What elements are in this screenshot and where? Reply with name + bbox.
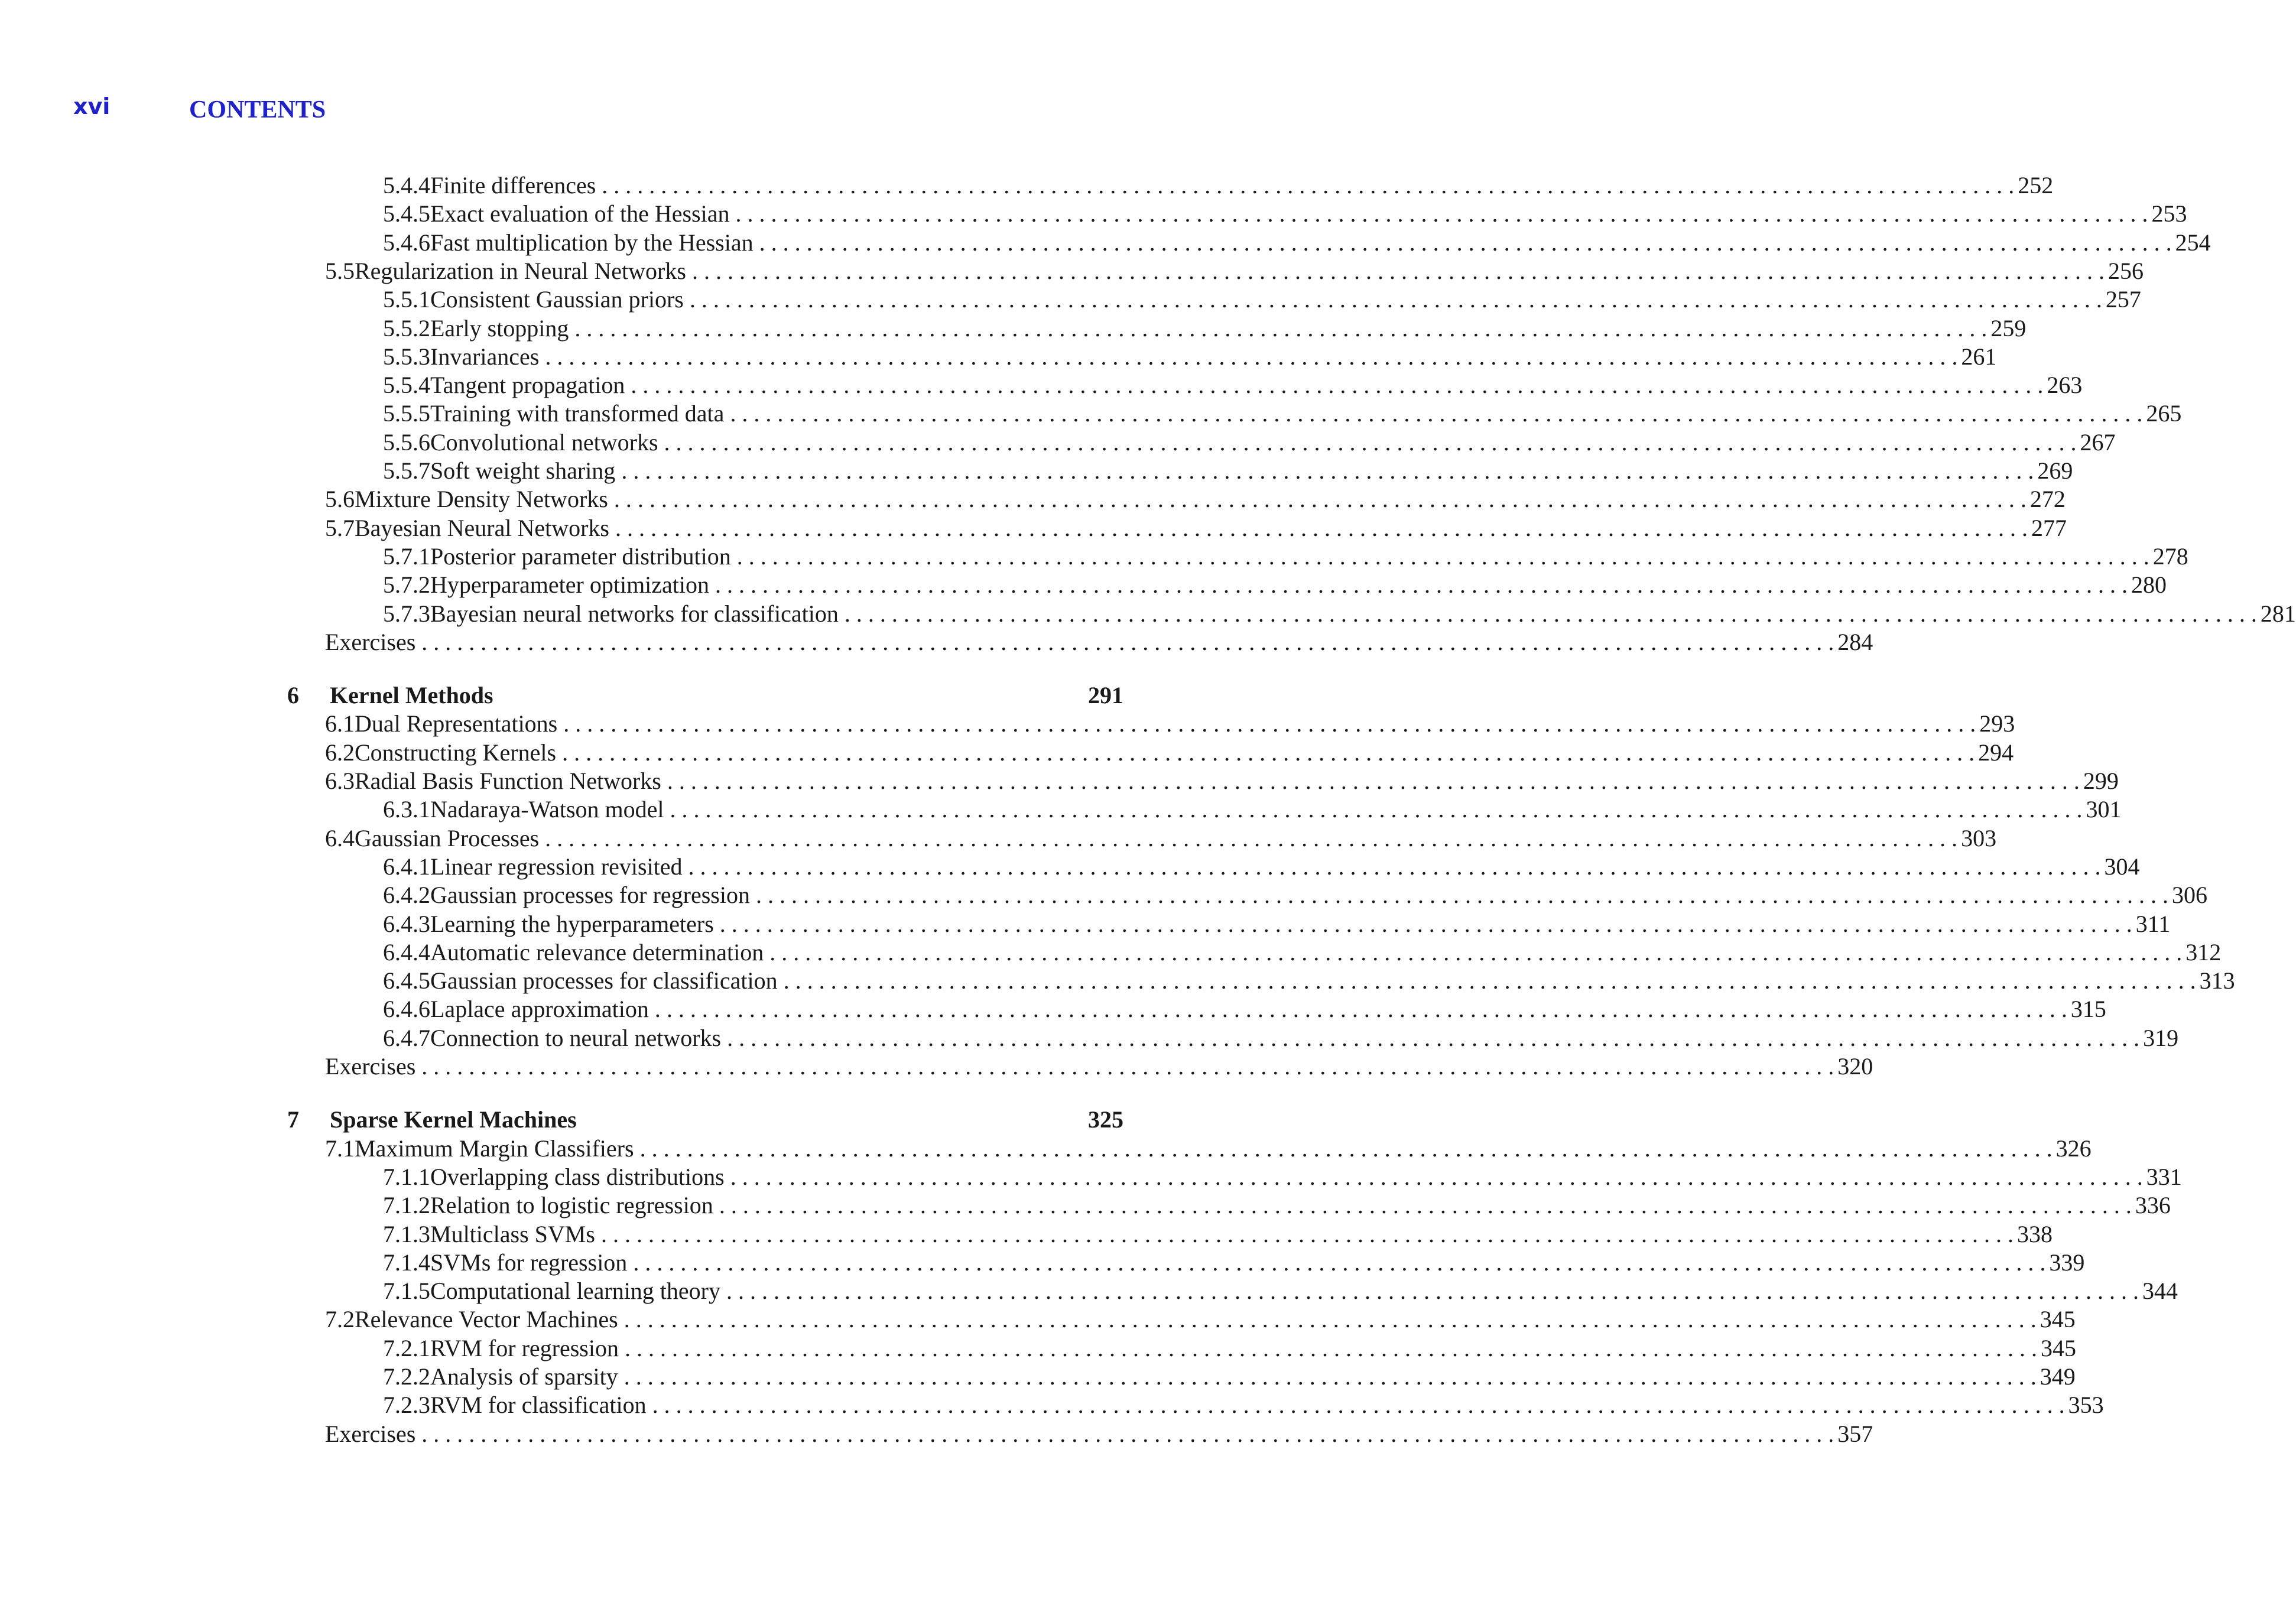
toc-title: Nadaraya-Watson model — [430, 796, 664, 823]
toc-entry[interactable] — [383, 428, 2116, 457]
toc-number: 5.5.7 — [383, 457, 430, 484]
dot-leader: . . . . . . . . . . . . . . . . . . . . . . . . . . . . . . . . . . . . . . . . . . . . . . . . . . . . . . . . . . . . . . . . . . . . . . . . . . . . . . . . . . . . . . . . . . . . . . . . . . . . . . . . . . . . . . . . . . . . . . . . — [623, 1363, 2037, 1390]
dot-leader: . . . . . . . . . . . . . . . . . . . . . . . . . . . . . . . . . . . . . . . . . . . . . . . . . . . . . . . . . . . . . . . . . . . . . . . . . . . . . . . . . . . . . . . . . . . . . . . . . . . . . . . . . . . . . . . . . . . . . . . . — [562, 739, 1975, 766]
toc-page-number: 339 — [2049, 1249, 2085, 1276]
toc-entry[interactable] — [383, 910, 2171, 938]
toc-entry[interactable] — [383, 1024, 2179, 1052]
toc-number: 6.3 — [325, 768, 355, 794]
toc-page-number: 267 — [2080, 428, 2116, 456]
toc-page-number: 272 — [2029, 486, 2066, 513]
toc-title: Relation to logistic regression — [430, 1192, 713, 1219]
toc-page-number: 312 — [2185, 938, 2222, 966]
toc-entry[interactable] — [383, 171, 2054, 200]
toc-title: Overlapping class distributions — [430, 1163, 725, 1190]
toc-title: Connection to neural networks — [430, 1024, 722, 1051]
toc-page-number: 326 — [2055, 1135, 2092, 1162]
toc-title: Posterior parameter distribution — [430, 542, 731, 570]
toc-number: 6.4.4 — [383, 938, 430, 966]
toc-entry[interactable] — [383, 1277, 2178, 1305]
toc-number: 6.4 — [325, 824, 355, 852]
toc-entry[interactable] — [383, 600, 2296, 628]
toc-title: Laplace approximation — [430, 996, 649, 1023]
toc-title: Exercises — [325, 1053, 416, 1080]
dot-leader: . . . . . . . . . . . . . . . . . . . . . . . . . . . . . . . . . . . . . . . . . . . . . . . . . . . . . . . . . . . . . . . . . . . . . . . . . . . . . . . . . . . . . . . . . . . . . . . . . . . . . . . . . . . . . . . . . . . . . . . . — [730, 1163, 2143, 1190]
toc-number: 6.3.1 — [383, 796, 430, 823]
dot-leader: . . . . . . . . . . . . . . . . . . . . . . . . . . . . . . . . . . . . . . . . . . . . . . . . . . . . . . . . . . . . . . . . . . . . . . . . . . . . . . . . . . . . . . . . . . . . . . . . . . . . . . . . . . . . . . . . . . . . . . . . — [726, 1278, 2139, 1305]
toc-title: Radial Basis Function Networks — [355, 768, 661, 794]
toc-number: 7.2.3 — [383, 1392, 430, 1419]
toc-title: Linear regression revisited — [430, 853, 683, 880]
toc-entry[interactable] — [383, 314, 2027, 343]
dot-leader: . . . . . . . . . . . . . . . . . . . . . . . . . . . . . . . . . . . . . . . . . . . . . . . . . . . . . . . . . . . . . . . . . . . . . . . . . . . . . . . . . . . . . . . . . . . . . . . . . . . . . . . . . . . . . . . . . . . . . . . . — [844, 600, 2257, 627]
toc-page-number: 338 — [2016, 1220, 2053, 1247]
toc-entry[interactable] — [383, 1334, 2076, 1363]
toc-page-number: 320 — [1837, 1053, 1873, 1080]
toc-title: Training with transformed data — [430, 400, 725, 427]
toc-page-number: 349 — [2040, 1363, 2076, 1390]
toc-number: 7.1.5 — [383, 1278, 430, 1305]
toc-entry[interactable] — [325, 257, 2144, 285]
toc-number: 5.4.4 — [383, 172, 430, 199]
toc-number: 5.5.4 — [383, 372, 430, 399]
toc-number: 5.5.3 — [383, 343, 430, 370]
toc-number: 5.7.3 — [383, 600, 430, 627]
dot-leader: . . . . . . . . . . . . . . . . . . . . . . . . . . . . . . . . . . . . . . . . . . . . . . . . . . . . . . . . . . . . . . . . . . . . . . . . . . . . . . . . . . . . . . . . . . . . . . . . . . . . . . . . . . . . . . . . . . . . . . . . — [621, 457, 2034, 484]
toc-entry[interactable] — [383, 571, 2167, 599]
dot-leader: . . . . . . . . . . . . . . . . . . . . . . . . . . . . . . . . . . . . . . . . . . . . . . . . . . . . . . . . . . . . . . . . . . . . . . . . . . . . . . . . . . . . . . . . . . . . . . . . . . . . . . . . . . . . . . . . . . . . . . . . — [652, 1392, 2065, 1419]
toc-entry[interactable] — [383, 881, 2207, 909]
toc-number: 5.7 — [325, 514, 355, 541]
toc-title: RVM for regression — [430, 1334, 619, 1361]
toc-number: 7.1.4 — [383, 1249, 430, 1276]
toc-page-number: 313 — [2199, 967, 2235, 994]
toc-title: Bayesian neural networks for classification — [430, 600, 839, 627]
dot-leader: . . . . . . . . . . . . . . . . . . . . . . . . . . . . . . . . . . . . . . . . . . . . . . . . . . . . . . . . . . . . . . . . . . . . . . . . . . . . . . . . . . . . . . . . . . . . . . . . . . . . . . . . . . . . . . . . . . . . . . . . — [615, 514, 2028, 541]
toc-title: Gaussian processes for regression — [430, 882, 750, 909]
toc-entry[interactable] — [383, 938, 2222, 967]
toc-title: Relevance Vector Machines — [355, 1306, 618, 1333]
dot-leader: . . . . . . . . . . . . . . . . . . . . . . . . . . . . . . . . . . . . . . . . . . . . . . . . . . . . . . . . . . . . . . . . . . . . . . . . . . . . . . . . . . . . . . . . . . . . . . . . . . . . . . . . . . . . . . . . . . . . . . . . — [769, 938, 2183, 966]
dot-leader: . . . . . . . . . . . . . . . . . . . . . . . . . . . . . . . . . . . . . . . . . . . . . . . . . . . . . . . . . . . . . . . . . . . . . . . . . . . . . . . . . . . . . . . . . . . . . . . . . . . . . . . . . . . . . . . . . . . . . . . . — [624, 1334, 2037, 1361]
dot-leader: . . . . . . . . . . . . . . . . . . . . . . . . . . . . . . . . . . . . . . . . . . . . . . . . . . . . . . . . . . . . . . . . . . . . . . . . . . . . . . . . . . . . . . . . . . . . . . . . . . . . . . . . . . . . . . . . . . . . . . . . — [719, 1192, 2132, 1219]
toc-page-number: 319 — [2143, 1024, 2179, 1051]
toc-title: Regularization in Neural Networks — [355, 257, 686, 284]
dot-leader: . . . . . . . . . . . . . . . . . . . . . . . . . . . . . . . . . . . . . . . . . . . . . . . . . . . . . . . . . . . . . . . . . . . . . . . . . . . . . . . . . . . . . . . . . . . . . . . . . . . . . . . . . . . . . . . . . . . . . . . . — [631, 372, 2044, 399]
toc-page-number: 253 — [2151, 200, 2187, 228]
toc-title: RVM for classification — [430, 1392, 647, 1419]
toc-title: Exercises — [325, 1420, 416, 1447]
toc-page-number: 336 — [2135, 1192, 2171, 1219]
dot-leader: . . . . . . . . . . . . . . . . . . . . . . . . . . . . . . . . . . . . . . . . . . . . . . . . . . . . . . . . . . . . . . . . . . . . . . . . . . . . . . . . . . . . . . . . . . . . . . . . . . . . . . . . . . . . . . . . . . . . . . . . — [730, 400, 2143, 427]
toc-chapter[interactable] — [287, 1106, 1123, 1134]
dot-leader: . . . . . . . . . . . . . . . . . . . . . . . . . . . . . . . . . . . . . . . . . . . . . . . . . . . . . . . . . . . . . . . . . . . . . . . . . . . . . . . . . . . . . . . . . . . . . . . . . . . . . . . . . . . . . . . . . . . . . . . . — [574, 314, 1988, 342]
toc-title: Hyperparameter optimization — [430, 571, 710, 599]
dot-leader: . . . . . . . . . . . . . . . . . . . . . . . . . . . . . . . . . . . . . . . . . . . . . . . . . . . . . . . . . . . . . . . . . . . . . . . . . . . . . . . . . . . . . . . . . . . . . . . . . . . . . . . . . . . . . . . . . . . . . . . . — [602, 172, 2015, 199]
toc-number: 7.2.1 — [383, 1334, 430, 1361]
toc-number: 7.1.3 — [383, 1220, 430, 1247]
toc-page-number: 345 — [2040, 1306, 2076, 1333]
toc-page-number: 256 — [2107, 257, 2144, 284]
dot-leader: . . . . . . . . . . . . . . . . . . . . . . . . . . . . . . . . . . . . . . . . . . . . . . . . . . . . . . . . . . . . . . . . . . . . . . . . . . . . . . . . . . . . . . . . . . . . . . . . . . . . . . . . . . . . . . . . . . . . . . . . — [545, 343, 1958, 370]
dot-leader: . . . . . . . . . . . . . . . . . . . . . . . . . . . . . . . . . . . . . . . . . . . . . . . . . . . . . . . . . . . . . . . . . . . . . . . . . . . . . . . . . . . . . . . . . . . . . . . . . . . . . . . . . . . . . . . . . . . . . . . . — [421, 628, 1834, 655]
toc-page-number: 281 — [2260, 600, 2296, 627]
toc-number: 5.5.5 — [383, 400, 430, 427]
toc-entry[interactable] — [383, 371, 2083, 399]
dot-leader: . . . . . . . . . . . . . . . . . . . . . . . . . . . . . . . . . . . . . . . . . . . . . . . . . . . . . . . . . . . . . . . . . . . . . . . . . . . . . . . . . . . . . . . . . . . . . . . . . . . . . . . . . . . . . . . . . . . . . . . . — [735, 200, 2148, 228]
toc-page-number: 278 — [2152, 542, 2188, 570]
toc-entry[interactable] — [383, 457, 2073, 485]
toc-page-number: 252 — [2018, 172, 2054, 199]
toc-title: Finite differences — [430, 172, 596, 199]
toc-number: 5.7.1 — [383, 542, 430, 570]
toc-page-number: 331 — [2146, 1163, 2182, 1190]
toc-number: 6.4.5 — [383, 967, 430, 994]
toc-title: Automatic relevance determination — [430, 938, 764, 966]
toc-number: 7.1.1 — [383, 1163, 430, 1190]
toc-title: Constructing Kernels — [355, 739, 557, 766]
toc-page-number: 315 — [2070, 996, 2106, 1023]
toc-number: 5.5.6 — [383, 428, 430, 456]
toc-title: Gaussian Processes — [355, 824, 540, 852]
toc-number: 5.4.6 — [383, 229, 430, 256]
dot-leader: . . . . . . . . . . . . . . . . . . . . . . . . . . . . . . . . . . . . . . . . . . . . . . . . . . . . . . . . . . . . . . . . . . . . . . . . . . . . . . . . . . . . . . . . . . . . . . . . . . . . . . . . . . . . . . . . . . . . . . . . — [689, 286, 2102, 313]
toc-entry[interactable] — [325, 767, 2119, 795]
dot-leader: . . . . . . . . . . . . . . . . . . . . . . . . . . . . . . . . . . . . . . . . . . . . . . . . . . . . . . . . . . . . . . . . . . . . . . . . . . . . . . . . . . . . . . . . . . . . . . . . . . . . . . . . . . . . . . . . . . . . . . . . — [755, 882, 2168, 909]
toc-title: Dual Representations — [355, 710, 558, 737]
toc-entry[interactable] — [325, 739, 2014, 767]
toc-number: 6.1 — [325, 710, 355, 737]
toc-page-number: 306 — [2171, 882, 2207, 909]
toc-entry[interactable] — [383, 343, 1997, 371]
toc-entry[interactable] — [325, 824, 1997, 853]
toc-number: 5.5.2 — [383, 314, 430, 342]
dot-leader: . . . . . . . . . . . . . . . . . . . . . . . . . . . . . . . . . . . . . . . . . . . . . . . . . . . . . . . . . . . . . . . . . . . . . . . . . . . . . . . . . . . . . . . . . . . . . . . . . . . . . . . . . . . . . . . . . . . . . . . . — [719, 910, 2132, 937]
toc-entry[interactable] — [383, 1391, 2104, 1419]
dot-leader: . . . . . . . . . . . . . . . . . . . . . . . . . . . . . . . . . . . . . . . . . . . . . . . . . . . . . . . . . . . . . . . . . . . . . . . . . . . . . . . . . . . . . . . . . . . . . . . . . . . . . . . . . . . . . . . . . . . . . . . . — [783, 967, 2196, 994]
toc-page-number: 280 — [2131, 571, 2167, 599]
toc-exercises[interactable] — [325, 628, 1873, 656]
dot-leader: . . . . . . . . . . . . . . . . . . . . . . . . . . . . . . . . . . . . . . . . . . . . . . . . . . . . . . . . . . . . . . . . . . . . . . . . . . . . . . . . . . . . . . . . . . . . . . . . . . . . . . . . . . . . . . . . . . . . . . . . — [545, 824, 1958, 852]
toc-title: Early stopping — [430, 314, 569, 342]
toc-entry[interactable] — [325, 514, 2067, 542]
toc-page-number: 344 — [2142, 1278, 2178, 1305]
toc-entry[interactable] — [383, 285, 2141, 314]
toc-entry[interactable] — [383, 542, 2188, 571]
toc-entry[interactable] — [383, 399, 2182, 428]
toc-title: Bayesian Neural Networks — [355, 514, 609, 541]
toc-page-number: 261 — [1961, 343, 1997, 370]
toc-number: 5.4.5 — [383, 200, 430, 228]
toc-title: Invariances — [430, 343, 540, 370]
dot-leader: . . . . . . . . . . . . . . . . . . . . . . . . . . . . . . . . . . . . . . . . . . . . . . . . . . . . . . . . . . . . . . . . . . . . . . . . . . . . . . . . . . . . . . . . . . . . . . . . . . . . . . . . . . . . . . . . . . . . . . . . — [736, 542, 2149, 570]
toc-title: Consistent Gaussian priors — [430, 286, 684, 313]
toc-title: Analysis of sparsity — [430, 1363, 618, 1390]
toc-page-number: 259 — [1990, 314, 2027, 342]
toc-number: 5.5.1 — [383, 286, 430, 313]
toc-number: 6.4.7 — [383, 1024, 430, 1051]
toc-entry[interactable] — [383, 1163, 2182, 1191]
toc-number: 7.1 — [325, 1135, 355, 1162]
toc-title: Computational learning theory — [430, 1278, 720, 1305]
dot-leader: . . . . . . . . . . . . . . . . . . . . . . . . . . . . . . . . . . . . . . . . . . . . . . . . . . . . . . . . . . . . . . . . . . . . . . . . . . . . . . . . . . . . . . . . . . . . . . . . . . . . . . . . . . . . . . . . . . . . . . . . — [613, 486, 2027, 513]
toc-page-number: 265 — [2146, 400, 2182, 427]
toc-title: Tangent propagation — [430, 372, 625, 399]
toc-page-number: 325 — [1088, 1106, 1123, 1133]
toc-entry[interactable] — [383, 995, 2106, 1023]
toc-page-number: 291 — [1088, 682, 1123, 709]
toc-number: 7.2 — [325, 1306, 355, 1333]
dot-leader: . . . . . . . . . . . . . . . . . . . . . . . . . . . . . . . . . . . . . . . . . . . . . . . . . . . . . . . . . . . . . . . . . . . . . . . . . . . . . . . . . . . . . . . . . . . . . . . . . . . . . . . . . . . . . . . . . . . . . . . . — [421, 1420, 1834, 1447]
toc-page-number: 299 — [2083, 768, 2119, 794]
toc-page-number: 257 — [2105, 286, 2141, 313]
dot-leader: . . . . . . . . . . . . . . . . . . . . . . . . . . . . . . . . . . . . . . . . . . . . . . . . . . . . . . . . . . . . . . . . . . . . . . . . . . . . . . . . . . . . . . . . . . . . . . . . . . . . . . . . . . . . . . . . . . . . . . . . — [715, 571, 2128, 599]
toc-page-number: 293 — [1979, 710, 2015, 737]
toc-page-number: 311 — [2135, 910, 2171, 937]
toc-number: 5.6 — [325, 486, 355, 513]
toc-entry[interactable] — [383, 229, 2211, 257]
dot-leader: . . . . . . . . . . . . . . . . . . . . . . . . . . . . . . . . . . . . . . . . . . . . . . . . . . . . . . . . . . . . . . . . . . . . . . . . . . . . . . . . . . . . . . . . . . . . . . . . . . . . . . . . . . . . . . . . . . . . . . . . — [688, 853, 2101, 880]
toc-number: 5.5 — [325, 257, 355, 284]
toc-title: Exact evaluation of the Hessian — [430, 200, 730, 228]
toc-page-number: 269 — [2037, 457, 2073, 484]
toc-title: Soft weight sharing — [430, 457, 616, 484]
dot-leader: . . . . . . . . . . . . . . . . . . . . . . . . . . . . . . . . . . . . . . . . . . . . . . . . . . . . . . . . . . . . . . . . . . . . . . . . . . . . . . . . . . . . . . . . . . . . . . . . . . . . . . . . . . . . . . . . . . . . . . . . — [691, 257, 2105, 284]
toc-title: SVMs for regression — [430, 1249, 628, 1276]
toc-entry[interactable] — [325, 710, 2015, 738]
toc-page-number: 353 — [2068, 1392, 2104, 1419]
toc-title: Exercises — [325, 628, 416, 655]
toc-entry[interactable] — [383, 1249, 2085, 1277]
toc-entry[interactable] — [383, 1220, 2053, 1249]
dot-leader: . . . . . . . . . . . . . . . . . . . . . . . . . . . . . . . . . . . . . . . . . . . . . . . . . . . . . . . . . . . . . . . . . . . . . . . . . . . . . . . . . . . . . . . . . . . . . . . . . . . . . . . . . . . . . . . . . . . . . . . . — [563, 710, 1976, 737]
toc-title: Convolutional networks — [430, 428, 658, 456]
toc-number: 7 — [287, 1106, 299, 1133]
toc-page-number: 304 — [2104, 853, 2140, 880]
toc-entry[interactable] — [325, 1135, 2092, 1163]
toc-title: Fast multiplication by the Hessian — [430, 229, 754, 256]
toc-entry[interactable] — [383, 967, 2235, 995]
dot-leader: . . . . . . . . . . . . . . . . . . . . . . . . . . . . . . . . . . . . . . . . . . . . . . . . . . . . . . . . . . . . . . . . . . . . . . . . . . . . . . . . . . . . . . . . . . . . . . . . . . . . . . . . . . . . . . . . . . . . . . . . — [727, 1024, 2140, 1051]
toc-entry[interactable] — [325, 485, 2066, 514]
toc-page-number: 301 — [2086, 796, 2122, 823]
toc-entry[interactable] — [383, 200, 2187, 228]
toc-number: 6.4.1 — [383, 853, 430, 880]
dot-leader: . . . . . . . . . . . . . . . . . . . . . . . . . . . . . . . . . . . . . . . . . . . . . . . . . . . . . . . . . . . . . . . . . . . . . . . . . . . . . . . . . . . . . . . . . . . . . . . . . . . . . . . . . . . . . . . . . . . . . . . . — [654, 996, 2067, 1023]
toc-number: 7.1.2 — [383, 1192, 430, 1219]
toc-entry[interactable] — [383, 1363, 2076, 1391]
toc-exercises[interactable] — [325, 1420, 1873, 1448]
dot-leader: . . . . . . . . . . . . . . . . . . . . . . . . . . . . . . . . . . . . . . . . . . . . . . . . . . . . . . . . . . . . . . . . . . . . . . . . . . . . . . . . . . . . . . . . . . . . . . . . . . . . . . . . . . . . . . . . . . . . . . . . — [667, 768, 2080, 794]
toc-entry[interactable] — [383, 853, 2140, 881]
toc-number: 5.7.2 — [383, 571, 430, 599]
toc-page-number: 263 — [2047, 372, 2083, 399]
dot-leader: . . . . . . . . . . . . . . . . . . . . . . . . . . . . . . . . . . . . . . . . . . . . . . . . . . . . . . . . . . . . . . . . . . . . . . . . . . . . . . . . . . . . . . . . . . . . . . . . . . . . . . . . . . . . . . . . . . . . . . . . — [664, 428, 2077, 456]
dot-leader: . . . . . . . . . . . . . . . . . . . . . . . . . . . . . . . . . . . . . . . . . . . . . . . . . . . . . . . . . . . . . . . . . . . . . . . . . . . . . . . . . . . . . . . . . . . . . . . . . . . . . . . . . . . . . . . . . . . . . . . . — [623, 1306, 2037, 1333]
toc-page-number: 345 — [2040, 1334, 2076, 1361]
toc-page-number: 303 — [1961, 824, 1997, 852]
toc-title: Mixture Density Networks — [355, 486, 608, 513]
toc-title: Kernel Methods — [330, 682, 493, 709]
dot-leader: . . . . . . . . . . . . . . . . . . . . . . . . . . . . . . . . . . . . . . . . . . . . . . . . . . . . . . . . . . . . . . . . . . . . . . . . . . . . . . . . . . . . . . . . . . . . . . . . . . . . . . . . . . . . . . . . . . . . . . . . — [421, 1053, 1834, 1080]
toc-number: 7.2.2 — [383, 1363, 430, 1390]
dot-leader: . . . . . . . . . . . . . . . . . . . . . . . . . . . . . . . . . . . . . . . . . . . . . . . . . . . . . . . . . . . . . . . . . . . . . . . . . . . . . . . . . . . . . . . . . . . . . . . . . . . . . . . . . . . . . . . . . . . . . . . . — [639, 1135, 2053, 1162]
dot-leader: . . . . . . . . . . . . . . . . . . . . . . . . . . . . . . . . . . . . . . . . . . . . . . . . . . . . . . . . . . . . . . . . . . . . . . . . . . . . . . . . . . . . . . . . . . . . . . . . . . . . . . . . . . . . . . . . . . . . . . . . — [670, 796, 2083, 823]
toc-number: 6 — [287, 682, 299, 709]
toc-exercises[interactable] — [325, 1052, 1873, 1081]
dot-leader: . . . . . . . . . . . . . . . . . . . . . . . . . . . . . . . . . . . . . . . . . . . . . . . . . . . . . . . . . . . . . . . . . . . . . . . . . . . . . . . . . . . . . . . . . . . . . . . . . . . . . . . . . . . . . . . . . . . . . . . . — [633, 1249, 2046, 1276]
toc-number: 6.4.2 — [383, 882, 430, 909]
toc-page-number: 284 — [1837, 628, 1873, 655]
toc-title: Maximum Margin Classifiers — [355, 1135, 634, 1162]
toc-number: 6.4.3 — [383, 910, 430, 937]
toc-page-number: 294 — [1978, 739, 2014, 766]
toc-number: 6.4.6 — [383, 996, 430, 1023]
toc-page-number: 357 — [1837, 1420, 1873, 1447]
running-head — [73, 93, 326, 129]
toc-chapter[interactable] — [287, 681, 1123, 710]
toc-title: Multiclass SVMs — [430, 1220, 595, 1247]
page-number: xvi — [73, 93, 111, 119]
toc-title: Sparse Kernel Machines — [330, 1106, 577, 1133]
toc-page-number: 277 — [2031, 514, 2067, 541]
toc-page-number: 254 — [2175, 229, 2211, 256]
toc-entry[interactable] — [383, 1191, 2171, 1220]
toc-entry[interactable] — [325, 1305, 2076, 1334]
toc-title: Gaussian processes for classification — [430, 967, 778, 994]
toc-number: 6.2 — [325, 739, 355, 766]
running-head-title: CONTENTS — [189, 96, 326, 124]
dot-leader: . . . . . . . . . . . . . . . . . . . . . . . . . . . . . . . . . . . . . . . . . . . . . . . . . . . . . . . . . . . . . . . . . . . . . . . . . . . . . . . . . . . . . . . . . . . . . . . . . . . . . . . . . . . . . . . . . . . . . . . . — [759, 229, 2172, 256]
toc-entry[interactable] — [383, 795, 2122, 824]
dot-leader: . . . . . . . . . . . . . . . . . . . . . . . . . . . . . . . . . . . . . . . . . . . . . . . . . . . . . . . . . . . . . . . . . . . . . . . . . . . . . . . . . . . . . . . . . . . . . . . . . . . . . . . . . . . . . . . . . . . . . . . . — [600, 1220, 2014, 1247]
toc-title: Learning the hyperparameters — [430, 910, 714, 937]
